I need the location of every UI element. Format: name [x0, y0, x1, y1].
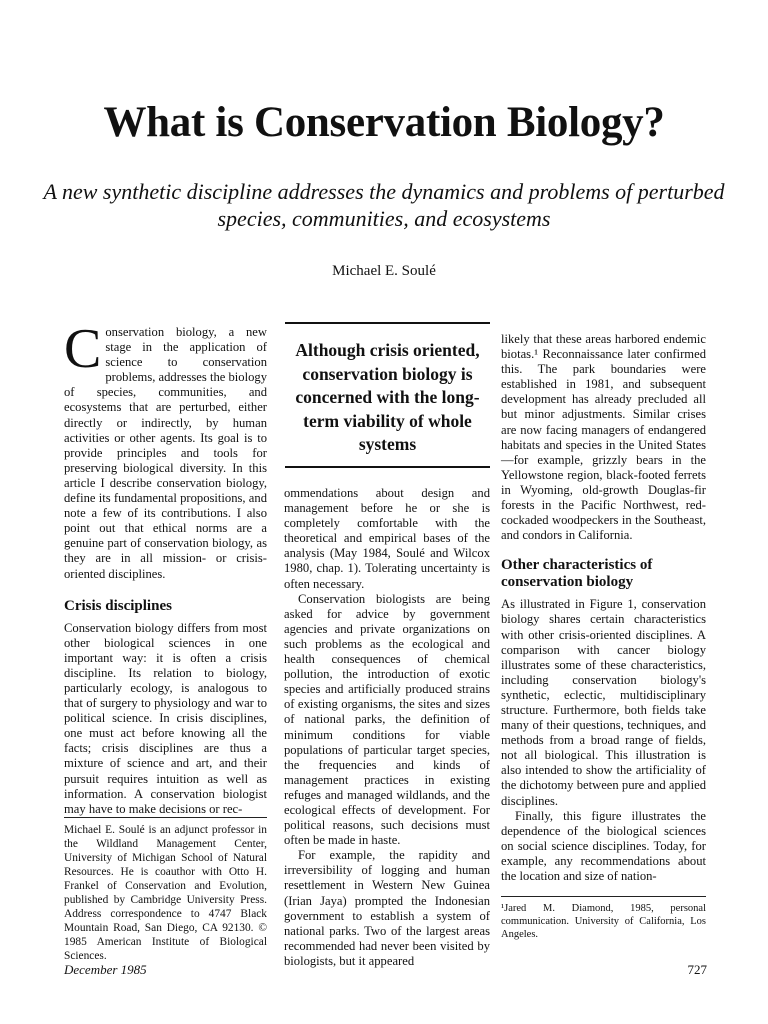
body-paragraph: Conservation biologists are being asked for advice by government agencies and private organizations on such problems as the ecological and health consequences of chemical pollution, the introduction of exotic species and artificially produced strains of existing organisms, the sites and sizes of national parks, the definition of minimum conditions for viable populations of particular target species, the frequencies and kinds of management practices in existing refuges and managed wildlands, and the ecological effects of development. For political reasons, such decisions must often be made in haste. [284, 591, 490, 848]
body-paragraph: For example, the rapidity and irreversibility of logging and human resettlement in Western New Guinea (Irian Jaya) prompted the Indonesian government to establish a system of national parks. Two of the largest areas recommended had never been visited by biologists, but it appeared [284, 848, 490, 968]
body-paragraph: Conservation biology differs from most other biological sciences in one important way: it is often a crisis discipline. Its relation to biology, particularly ecology, is analogous to that of surgery to physiology and war to political science. In crisis disciplines, one must act before knowing all the facts; crisis disciplines are thus a mixture of science and art, and their pursuit requires intuition as well as information. A conservation biologist may have to make decisions or rec- [64, 620, 267, 816]
body-paragraph: ommendations about design and management before he or she is completely comfortable with the theoretical and empirical bases of the analysis (May 1984, Soulé and Wilcox 1980, chap. 1). Tolerating uncertainty is often necessary. [284, 486, 490, 591]
pull-quote: Although crisis oriented, conservation biology is concerned with the long-term viability of whole systems [285, 322, 490, 468]
footer-date: December 1985 [64, 962, 147, 977]
author-name: Michael E. Soulé [332, 263, 436, 279]
footnote: ¹Jared M. Diamond, 1985, personal communication. University of California, Los Angeles. [501, 896, 706, 941]
column-1 [64, 318, 267, 963]
body-paragraph: As illustrated in Figure 1, conservation biology shares certain characteristics with other crisis-oriented disciplines. A comparison with cancer biology illustrates some of these characteristics, including conservation biology's synthetic, eclectic, multidisciplinary structure. Furthermore, both fields take many of their questions, techniques, and methods from a broad range of fields, not all biological. This illustration is also intended to show the artificiality of the dichotomy between pure and applied disciplines. [501, 597, 706, 808]
article-title: What is Conservation Biology? [103, 99, 665, 146]
intro-text: onservation biology, a new stage in the application of science to conservation problems, addresses the biology of species, communities, and ecosystems that are perturbed, either directly or indirectly, by human activities or other agents. Its goal is to provide principles and tools for preserving biological diversity. In this article I describe conservation biology, define its fundamental propositions, and note a few of its contributions. I also point out that ethical norms are a genuine part of conservation biology, as they are in all mission- or crisis-oriented disciplines. [64, 325, 267, 581]
author-bio: Michael E. Soulé is an adjunct professor in the Wildland Management Center, University of Michigan School of Natural Resources. He is coauthor with Otto H. Frankel of Conservation and Evolution, published by Cambridge University Press. Address correspondence to 4747 Black Mountain Road, San Diego, CA 92130. © 1985 American Institute of Biological Sciences. [64, 817, 267, 963]
drop-cap: C [64, 318, 102, 380]
column-2 [284, 486, 490, 969]
intro-paragraph [64, 318, 267, 582]
body-paragraph: Finally, this figure illustrates the dependence of the biological sciences on social science disciplines. Today, for example, any recommendations about the location and size of nation- [501, 808, 706, 883]
section-heading-crisis-disciplines: Crisis disciplines [64, 597, 172, 614]
section-heading-other-characteristics: Other characteristics of conservation biology [501, 557, 653, 591]
body-paragraph: likely that these areas harbored endemic biotas.¹ Reconnaissance later confirmed this. The park boundaries were established in 1981, and subsequent development has already precluded all but minor adjustments. Similar crises are now facing managers of endangered habitats and species in the United States—for example, grizzly bears in the Yellowstone region, black-footed ferrets in Wyoming, old-growth Douglas-fir forests in the Pacific Northwest, red-cockaded woodpeckers in the Southeast, and condors in California. [501, 332, 706, 543]
article-subtitle: A new synthetic discipline addresses the dynamics and problems of perturbed species, communities, and ecosystems [43, 179, 725, 231]
page-number: 727 [687, 962, 707, 977]
column-3 [501, 332, 706, 941]
